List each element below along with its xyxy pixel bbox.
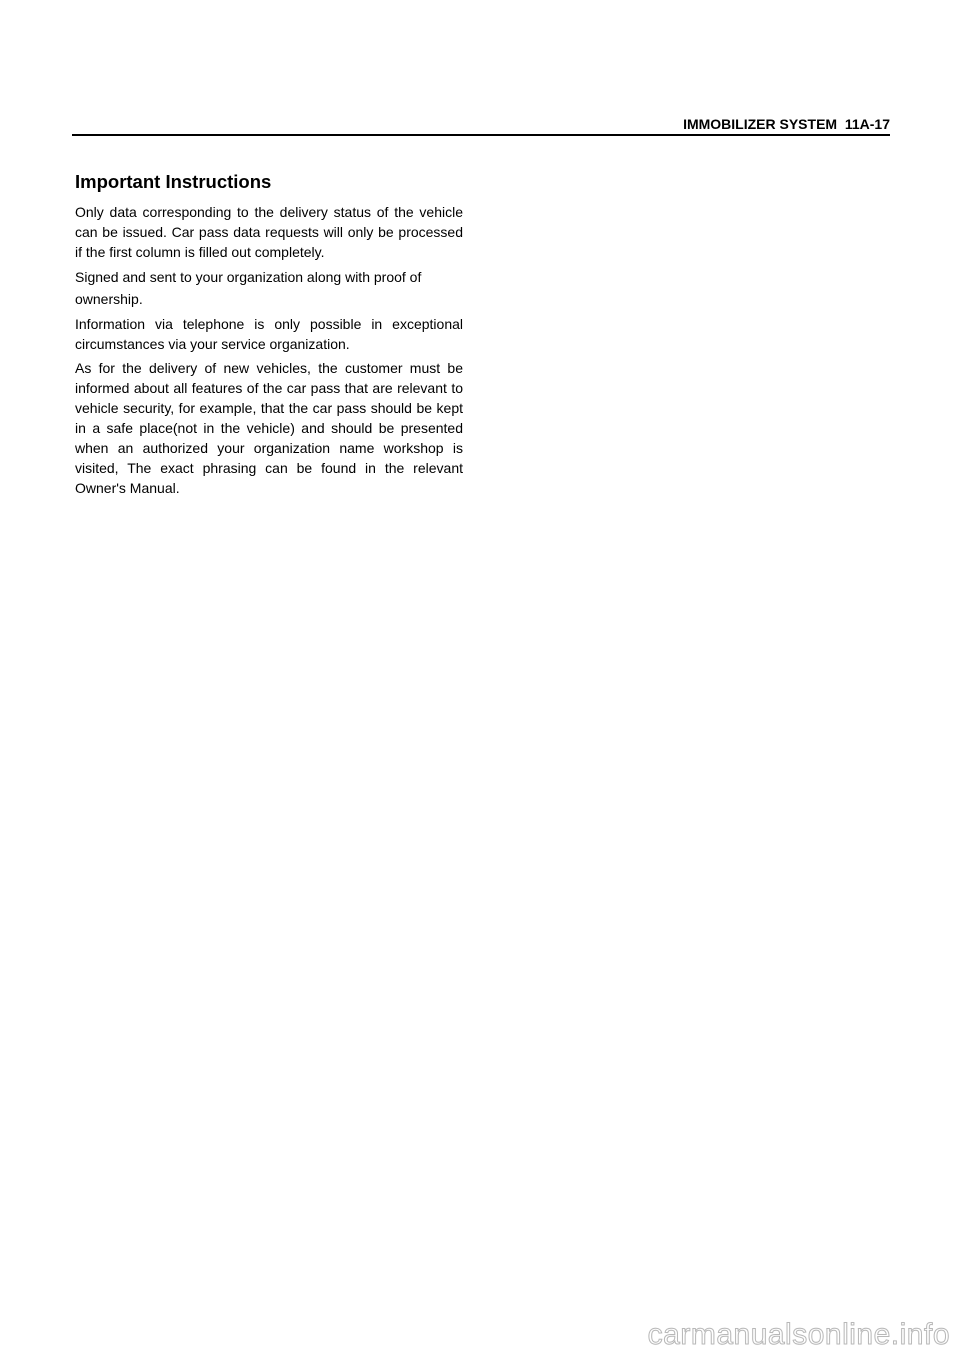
paragraph-new-vehicles: As for the delivery of new vehicles, the customer must be informed about all features of the car pass that are relevant to vehicle security, for example, that the car pass should be kept in a safe place(not in the vehicle) and should be presented when an authorized your organization name workshop is visited, The exact phrasing can be found in the relevant Owner's Manual.	[75, 360, 463, 496]
paragraph-telephone: Information via telephone is only possible in exceptional circumstances via your service organization.	[75, 316, 463, 352]
page-header	[72, 114, 890, 136]
section-heading: Important Instructions	[75, 171, 272, 192]
watermark-logo: carmanualsonline.info	[647, 1318, 950, 1351]
paragraph-delivery-status: Only data corresponding to the delivery status of the vehicle can be issued. Car pass data requests will only be processed if the first column is filled out completely.	[75, 204, 463, 260]
main-content	[75, 170, 463, 502]
paragraph-signed: Signed and sent to your organization along with proof of ownership.	[75, 269, 422, 307]
header-title: IMMOBILIZER SYSTEM 11A-17	[683, 116, 890, 132]
